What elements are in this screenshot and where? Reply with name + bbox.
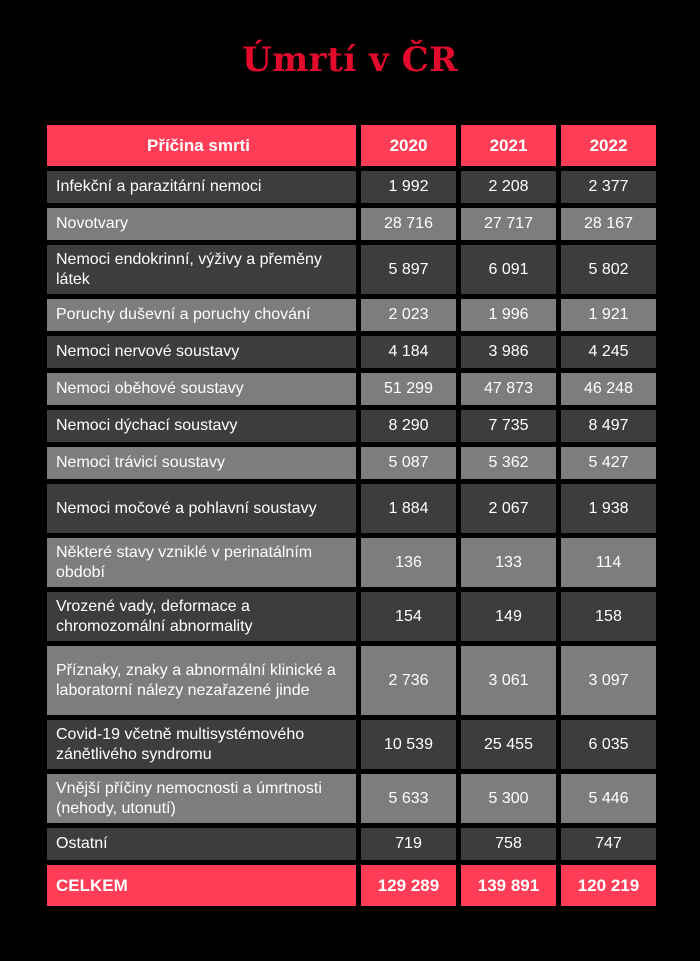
row-value-2021: 758 xyxy=(461,828,556,860)
row-value-2021: 133 xyxy=(461,538,556,587)
row-value-2022: 114 xyxy=(561,538,656,587)
table-body xyxy=(47,171,656,860)
row-value-2020: 5 633 xyxy=(361,774,456,823)
row-value-2021: 7 735 xyxy=(461,410,556,442)
total-label: CELKEM xyxy=(47,865,356,906)
row-cause-label: Nemoci trávicí soustavy xyxy=(47,447,356,479)
row-cause-label: Novotvary xyxy=(47,208,356,240)
row-cause-label: Ostatní xyxy=(47,828,356,860)
row-cause-label: Nemoci dýchací soustavy xyxy=(47,410,356,442)
row-cause-label: Příznaky, znaky a abnormální klinické a laboratorní nálezy nezařazené jinde xyxy=(47,646,356,715)
row-cause-label: Covid-19 včetně multisystémového zánětlivého syndromu xyxy=(47,720,356,769)
row-value-2021: 27 717 xyxy=(461,208,556,240)
row-value-2020: 719 xyxy=(361,828,456,860)
table-row xyxy=(47,373,656,405)
row-value-2022: 3 097 xyxy=(561,646,656,715)
row-value-2021: 25 455 xyxy=(461,720,556,769)
table-row xyxy=(47,171,656,203)
table-row xyxy=(47,484,656,533)
table-row xyxy=(47,646,656,715)
table-row xyxy=(47,720,656,769)
row-value-2022: 4 245 xyxy=(561,336,656,368)
row-value-2021: 1 996 xyxy=(461,299,556,331)
table-row xyxy=(47,592,656,641)
total-2021: 139 891 xyxy=(461,865,556,906)
table-row xyxy=(47,299,656,331)
row-value-2020: 51 299 xyxy=(361,373,456,405)
row-cause-label: Nemoci močové a pohlavní soustavy xyxy=(47,484,356,533)
table-row xyxy=(47,208,656,240)
header-2022: 2022 xyxy=(561,125,656,166)
table-row xyxy=(47,774,656,823)
row-value-2022: 1 921 xyxy=(561,299,656,331)
row-value-2020: 1 992 xyxy=(361,171,456,203)
table-row xyxy=(47,336,656,368)
row-value-2021: 5 300 xyxy=(461,774,556,823)
row-value-2022: 8 497 xyxy=(561,410,656,442)
header-2021: 2021 xyxy=(461,125,556,166)
row-value-2022: 747 xyxy=(561,828,656,860)
page-title: Úmrtí v ČR xyxy=(242,40,458,80)
row-value-2021: 3 986 xyxy=(461,336,556,368)
row-value-2020: 10 539 xyxy=(361,720,456,769)
row-value-2020: 8 290 xyxy=(361,410,456,442)
table-row xyxy=(47,245,656,294)
header-2020: 2020 xyxy=(361,125,456,166)
row-value-2020: 154 xyxy=(361,592,456,641)
row-value-2021: 47 873 xyxy=(461,373,556,405)
row-value-2022: 46 248 xyxy=(561,373,656,405)
table-row xyxy=(47,828,656,860)
row-cause-label: Nemoci nervové soustavy xyxy=(47,336,356,368)
row-value-2020: 5 087 xyxy=(361,447,456,479)
row-value-2022: 158 xyxy=(561,592,656,641)
row-value-2021: 149 xyxy=(461,592,556,641)
row-value-2021: 2 067 xyxy=(461,484,556,533)
row-value-2022: 5 446 xyxy=(561,774,656,823)
row-value-2021: 6 091 xyxy=(461,245,556,294)
row-value-2022: 28 167 xyxy=(561,208,656,240)
row-value-2021: 2 208 xyxy=(461,171,556,203)
row-cause-label: Poruchy duševní a poruchy chování xyxy=(47,299,356,331)
header-cause: Příčina smrti xyxy=(47,125,356,166)
row-cause-label: Nemoci oběhové soustavy xyxy=(47,373,356,405)
row-value-2020: 2 023 xyxy=(361,299,456,331)
table-row xyxy=(47,410,656,442)
total-2022: 120 219 xyxy=(561,865,656,906)
row-value-2020: 28 716 xyxy=(361,208,456,240)
row-cause-label: Nemoci endokrinní, výživy a přeměny látek xyxy=(47,245,356,294)
row-cause-label: Vnější příčiny nemocnosti a úmrtnosti (nehody, utonutí) xyxy=(47,774,356,823)
row-cause-label: Infekční a parazitární nemoci xyxy=(47,171,356,203)
row-value-2021: 3 061 xyxy=(461,646,556,715)
table-row xyxy=(47,538,656,587)
row-value-2022: 5 427 xyxy=(561,447,656,479)
deaths-table xyxy=(47,125,656,911)
table-total-row xyxy=(47,865,656,906)
row-value-2020: 136 xyxy=(361,538,456,587)
row-value-2020: 5 897 xyxy=(361,245,456,294)
row-value-2022: 1 938 xyxy=(561,484,656,533)
table-header-row xyxy=(47,125,656,166)
total-2020: 129 289 xyxy=(361,865,456,906)
table-row xyxy=(47,447,656,479)
row-value-2022: 5 802 xyxy=(561,245,656,294)
row-value-2022: 2 377 xyxy=(561,171,656,203)
row-value-2020: 1 884 xyxy=(361,484,456,533)
row-value-2020: 2 736 xyxy=(361,646,456,715)
row-value-2020: 4 184 xyxy=(361,336,456,368)
row-cause-label: Některé stavy vzniklé v perinatálním období xyxy=(47,538,356,587)
row-value-2021: 5 362 xyxy=(461,447,556,479)
row-cause-label: Vrozené vady, deformace a chromozomální abnormality xyxy=(47,592,356,641)
row-value-2022: 6 035 xyxy=(561,720,656,769)
